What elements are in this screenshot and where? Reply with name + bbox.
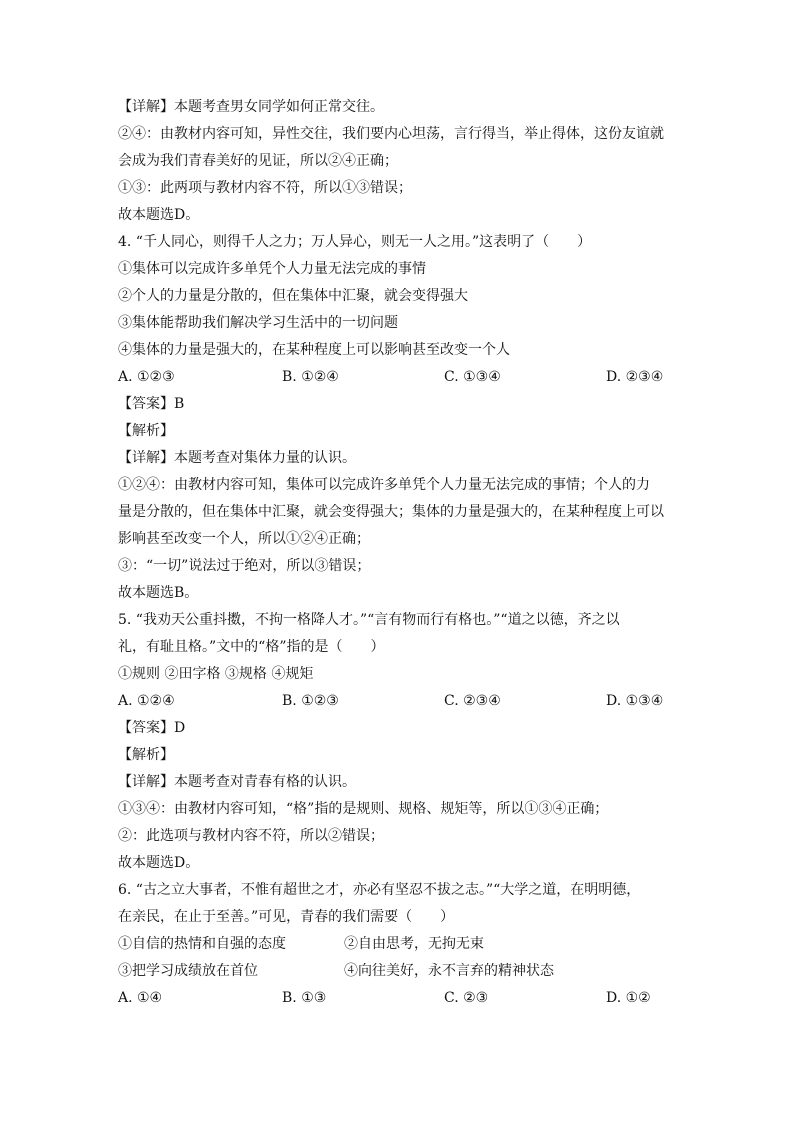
q4-option-b: B. ①②④ <box>282 369 339 385</box>
q6-stem-line-2: 在亲民，在止于至善。”可见，青春的我们需要（ ） <box>118 909 455 925</box>
q4-conclusion: 故本题选B。 <box>118 585 199 601</box>
q5-detail: 【详解】本题考查对青春有格的认识。 <box>118 774 356 790</box>
q4-option-d: D. ②③④ <box>606 369 664 385</box>
q5-answer: 【答案】D <box>118 720 186 736</box>
q3-explanation-line-1: ②④：由教材内容可知，异性交往，我们要内心坦荡，言行得当，举止得体，这份友谊就 <box>118 126 664 142</box>
q4-explanation-line-1: ①②④：由教材内容可知，集体可以完成许多单凭个人力量无法完成的事情；个人的力 <box>118 477 650 493</box>
q5-explanation-line-2: ②：此选项与教材内容不符，所以②错误； <box>118 828 384 844</box>
q4-option-c: C. ①③④ <box>444 369 501 385</box>
q4-item-3: ③集体能帮助我们解决学习生活中的一切问题 <box>118 315 398 331</box>
q5-conclusion: 故本题选D。 <box>118 855 200 871</box>
q4-answer: 【答案】B <box>118 396 185 412</box>
q6-options <box>118 985 678 1012</box>
q5-stem-line-2: 礼，有耻且格。”文中的“格”指的是（ ） <box>118 639 385 655</box>
q4-options <box>118 364 678 391</box>
q4-item-1: ①集体可以完成许多单凭个人力量无法完成的事情 <box>118 261 426 277</box>
q5-items: ①规则 ②田字格 ③规格 ④规矩 <box>118 666 314 682</box>
q6-item-3: ③把学习成绩放在首位 <box>118 963 258 979</box>
q6-item-1: ①自信的热情和自强的态度 <box>118 936 286 952</box>
q4-explanation-line-3: 影响甚至改变一个人，所以①②④正确； <box>118 531 370 547</box>
q3-explanation-line-2: 会成为我们青春美好的见证，所以②④正确； <box>118 153 398 169</box>
q4-detail: 【详解】本题考查对集体力量的认识。 <box>118 450 356 466</box>
q4-explanation-line-4: ③：“一切”说法过于绝对，所以③错误； <box>118 558 371 574</box>
q6-item-4: ④向往美好，永不言弃的精神状态 <box>344 963 554 979</box>
q4-explanation-line-2: 量是分散的，但在集体中汇聚，就会变得强大；集体的力量是强大的，在某种程度上可以 <box>118 504 664 520</box>
q4-analysis-heading: 【解析】 <box>118 423 174 439</box>
q5-analysis-heading: 【解析】 <box>118 747 174 763</box>
q6-items-row-2 <box>118 958 678 985</box>
q6-item-2: ②自由思考，无拘无束 <box>344 936 484 952</box>
q5-options <box>118 688 678 715</box>
q6-option-b: B. ①③ <box>282 990 327 1006</box>
q3-explanation-line-3: ①③：此两项与教材内容不符，所以①③错误； <box>118 180 412 196</box>
q3-conclusion: 故本题选D。 <box>118 207 200 223</box>
q6-option-d: D. ①② <box>606 990 651 1006</box>
q6-option-c: C. ②③ <box>444 990 489 1006</box>
q3-detail: 【详解】本题考查男女同学如何正常交往。 <box>118 99 384 115</box>
q6-items-row-1 <box>118 931 678 958</box>
q4-option-a: A. ①②③ <box>118 369 175 385</box>
q5-option-c: C. ②③④ <box>444 693 501 709</box>
q5-stem-line-1: 5. “我劝天公重抖擞，不拘一格降人才。”“言有物而行有格也。”“道之以德，齐之以 <box>118 612 620 628</box>
q5-option-b: B. ①②③ <box>282 693 339 709</box>
q5-option-d: D. ①③④ <box>606 693 664 709</box>
q6-stem-line-1: 6. “古之立大事者，不惟有超世之才，亦必有坚忍不拔之志。”“大学之道，在明明德， <box>118 882 641 898</box>
q5-option-a: A. ①②④ <box>118 693 175 709</box>
document-content <box>118 94 678 1012</box>
q5-explanation-line-1: ①③④：由教材内容可知，“格”指的是规则、规格、规矩等，所以①③④正确； <box>118 801 609 817</box>
q4-item-4: ④集体的力量是强大的，在某种程度上可以影响甚至改变一个人 <box>118 342 510 358</box>
q4-item-2: ②个人的力量是分散的，但在集体中汇聚，就会变得强大 <box>118 288 468 304</box>
q6-option-a: A. ①④ <box>118 990 163 1006</box>
q4-stem: 4. “千人同心，则得千人之力；万人异心，则无一人之用。”这表明了（ ） <box>118 234 592 250</box>
